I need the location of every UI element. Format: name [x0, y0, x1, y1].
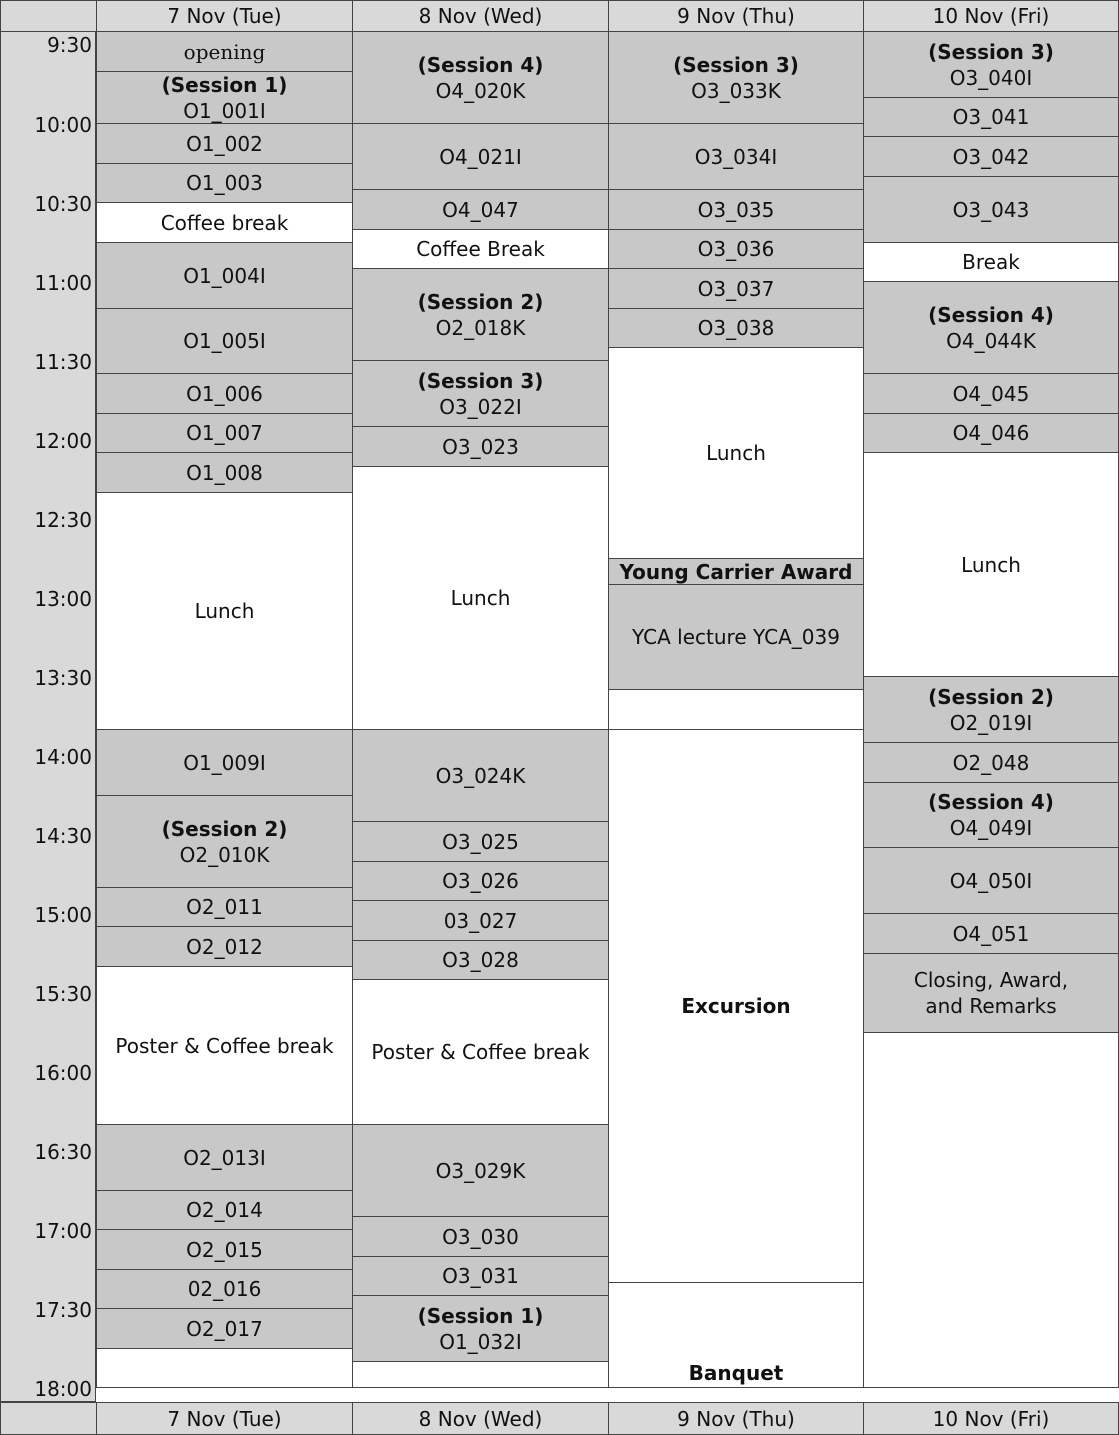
time-label: 18:00 [34, 1377, 92, 1401]
cell-text: O3_026 [442, 869, 519, 893]
cell-text: Excursion [681, 994, 791, 1018]
schedule-cell [96, 202, 353, 243]
cell-text: O4_051 [952, 921, 1030, 946]
cell-text: O1_005I [183, 329, 266, 353]
cell-text: O3_037 [697, 276, 775, 301]
session-label: (Session 4) [417, 52, 544, 77]
schedule-cell [608, 189, 864, 230]
schedule-cell [96, 413, 353, 453]
schedule-cell [608, 1282, 864, 1388]
cell-text: Break [962, 250, 1020, 274]
schedule-cell [96, 123, 353, 164]
cell-text: O1_007 [186, 421, 263, 445]
schedule-cell [96, 1348, 353, 1388]
time-column [0, 31, 96, 1402]
cell-text: O4_047 [442, 197, 519, 222]
cell-text: O2_010K [179, 842, 270, 867]
time-label: 11:30 [34, 350, 92, 374]
schedule-cell [96, 163, 353, 203]
time-label: 9:30 [47, 33, 92, 57]
schedule-cell [96, 1229, 353, 1270]
cell-text: O3_036 [697, 237, 775, 261]
schedule-cell [352, 123, 609, 190]
schedule-cell [863, 242, 1119, 282]
schedule-cell [352, 1256, 609, 1296]
cell-text: YCA lecture YCA_039 [632, 625, 840, 649]
schedule-cell [96, 242, 353, 309]
cell-text: O2_012 [186, 934, 263, 959]
session-label: (Session 3) [417, 368, 544, 393]
time-label: 11:00 [34, 271, 92, 295]
cell-text: O4_049I [949, 816, 1033, 840]
time-label: 10:00 [34, 113, 92, 137]
cell-text: O2_019I [949, 710, 1033, 735]
cell-text: Lunch [450, 586, 511, 610]
cell-text: O3_035 [697, 197, 775, 222]
schedule-cell [352, 31, 609, 124]
cell-text: O4_046 [952, 421, 1030, 445]
schedule-cell [96, 926, 353, 967]
corner-bottom [0, 1402, 97, 1435]
corner-top [0, 0, 97, 32]
schedule-cell [352, 940, 609, 980]
time-label: 15:30 [34, 982, 92, 1006]
schedule-cell [608, 729, 864, 1283]
time-label: 10:30 [34, 192, 92, 216]
cell-text: O3_025 [442, 829, 519, 854]
cell-text: O2_014 [186, 1198, 263, 1222]
cell-text: O3_024K [435, 763, 526, 788]
session-label: (Session 3) [673, 52, 799, 77]
cell-text: Poster & Coffee break [115, 1033, 334, 1058]
cell-text: O3_043 [952, 197, 1030, 222]
cell-text: O3_031 [442, 1264, 519, 1288]
schedule-cell [863, 373, 1119, 414]
schedule-cell [96, 71, 353, 124]
cell-text: Lunch [961, 552, 1021, 577]
schedule-cell [96, 1190, 353, 1230]
schedule-cell [96, 452, 353, 493]
schedule-cell [352, 189, 609, 230]
cell-text: O3_030 [442, 1224, 519, 1249]
time-label: 12:30 [34, 508, 92, 532]
cell-text: opening [183, 39, 266, 64]
schedule-cell [352, 426, 609, 467]
cell-text: O3_033K [691, 78, 781, 103]
schedule-cell [863, 1032, 1119, 1388]
cell-text: O1_009I [183, 750, 266, 775]
time-label: 14:00 [34, 745, 92, 769]
schedule-cell [352, 466, 609, 730]
cell-text: O1_006 [186, 381, 263, 406]
schedule-cell [352, 979, 609, 1125]
time-label: 16:30 [34, 1140, 92, 1164]
cell-text: O3_034I [694, 144, 778, 169]
schedule-cell [608, 229, 864, 269]
session-label: (Session 4) [928, 790, 1054, 814]
schedule-cell [863, 176, 1119, 243]
cell-text: O1_002 [186, 131, 263, 156]
schedule-cell [96, 31, 353, 72]
cell-text: Poster & Coffee break [371, 1040, 590, 1064]
cell-text: O2_048 [952, 750, 1030, 775]
schedule-cell [352, 229, 609, 269]
cell-text: Closing, Award, [913, 968, 1069, 992]
schedule-cell [863, 97, 1119, 137]
cell-text: Banquet [688, 1361, 784, 1385]
time-label: 13:00 [34, 587, 92, 611]
cell-text: O3_040I [949, 65, 1033, 90]
cell-text: O3_038 [697, 316, 775, 340]
cell-text: O2_015 [186, 1237, 263, 1262]
cell-text: O1_004I [183, 263, 266, 288]
cell-text: and Remarks [925, 994, 1057, 1018]
schedule-cell [352, 1124, 609, 1217]
schedule-cell [352, 1295, 609, 1362]
schedule-cell [96, 795, 353, 888]
cell-text: O4_050I [949, 868, 1033, 893]
cell-text: O4_044K [946, 328, 1036, 353]
cell-text: O1_008 [186, 460, 263, 485]
time-label: 16:00 [34, 1061, 92, 1085]
schedule-cell [608, 31, 864, 124]
schedule-cell [96, 729, 353, 796]
schedule-cell [608, 347, 864, 559]
day-header-bottom-4: 10 Nov (Fri) [863, 1402, 1119, 1435]
schedule-cell [863, 136, 1119, 177]
cell-text: O2_011 [186, 895, 263, 919]
schedule-cell [863, 413, 1119, 453]
schedule-cell [352, 861, 609, 901]
session-label: (Session 1) [417, 1303, 544, 1328]
session-label: (Session 1) [161, 72, 288, 97]
day-header-bottom-3: 9 Nov (Thu) [608, 1402, 864, 1435]
schedule-cell [96, 966, 353, 1125]
schedule-cell [352, 1361, 609, 1388]
schedule-cell [96, 1124, 353, 1191]
schedule-cell [96, 1308, 353, 1349]
cell-text: O3_041 [952, 105, 1030, 129]
time-label: 13:30 [34, 666, 92, 690]
schedule-cell [352, 360, 609, 427]
time-label: 17:30 [34, 1298, 92, 1322]
cell-text: 02_016 [187, 1277, 262, 1301]
schedule-cell [863, 31, 1119, 98]
schedule-cell [352, 268, 609, 361]
schedule-cell [608, 268, 864, 309]
cell-text: Lunch [194, 599, 255, 623]
cell-text: Coffee Break [416, 237, 545, 261]
session-label: (Session 2) [928, 684, 1054, 709]
schedule-cell [863, 676, 1119, 743]
schedule-cell [96, 308, 353, 374]
cell-text: O1_003 [186, 171, 263, 195]
schedule-cell [863, 913, 1119, 954]
cell-text: O4_021I [439, 144, 522, 169]
cell-text: O4_045 [952, 381, 1030, 406]
time-label: 15:00 [34, 903, 92, 927]
day-header-top-2: 8 Nov (Wed) [352, 0, 609, 32]
schedule-cell [96, 1269, 353, 1309]
cell-text: O3_023 [442, 434, 519, 459]
cell-text: O4_020K [435, 78, 526, 103]
schedule-cell [863, 281, 1119, 374]
schedule-cell [608, 558, 864, 585]
cell-text: O1_001I [183, 98, 266, 123]
session-label: (Session 2) [161, 816, 288, 841]
day-header-top-4: 10 Nov (Fri) [863, 0, 1119, 32]
cell-text: O1_032I [439, 1329, 522, 1354]
schedule-cell [96, 492, 353, 730]
schedule-cell [608, 123, 864, 190]
schedule-cell [863, 452, 1119, 677]
day-header-top-3: 9 Nov (Thu) [608, 0, 864, 32]
schedule-cell [352, 821, 609, 862]
schedule-cell [96, 373, 353, 414]
day-header-bottom-1: 7 Nov (Tue) [96, 1402, 353, 1435]
time-label: 14:30 [34, 824, 92, 848]
cell-text: Coffee break [160, 210, 289, 235]
session-label: (Session 3) [928, 39, 1054, 64]
session-label: (Session 2) [417, 289, 544, 314]
cell-text: O3_022I [439, 394, 522, 419]
schedule-cell [863, 953, 1119, 1033]
schedule-cell [352, 729, 609, 822]
cell-text: O3_028 [442, 948, 519, 972]
schedule-cell [352, 1216, 609, 1257]
schedule-cell [863, 782, 1119, 848]
day-header-bottom-2: 8 Nov (Wed) [352, 1402, 609, 1435]
day-header-top-1: 7 Nov (Tue) [96, 0, 353, 32]
schedule-cell [863, 847, 1119, 914]
cell-text: O2_017 [186, 1316, 263, 1341]
cell-text: O3_029K [435, 1158, 526, 1183]
time-label: 17:00 [34, 1219, 92, 1243]
schedule-cell [608, 689, 864, 730]
cell-text: Young Carrier Award [619, 559, 853, 584]
cell-text: O2_018K [435, 315, 526, 340]
cell-text: O2_013I [183, 1145, 266, 1170]
cell-text: O3_042 [952, 144, 1030, 169]
schedule-cell [863, 742, 1119, 783]
session-label: (Session 4) [928, 302, 1054, 327]
time-label: 12:00 [34, 429, 92, 453]
schedule-cell [608, 308, 864, 348]
cell-text: Lunch [706, 441, 766, 465]
schedule-cell [96, 887, 353, 927]
cell-text: 03_027 [443, 908, 518, 933]
schedule-cell [608, 584, 864, 690]
schedule-cell [352, 900, 609, 941]
